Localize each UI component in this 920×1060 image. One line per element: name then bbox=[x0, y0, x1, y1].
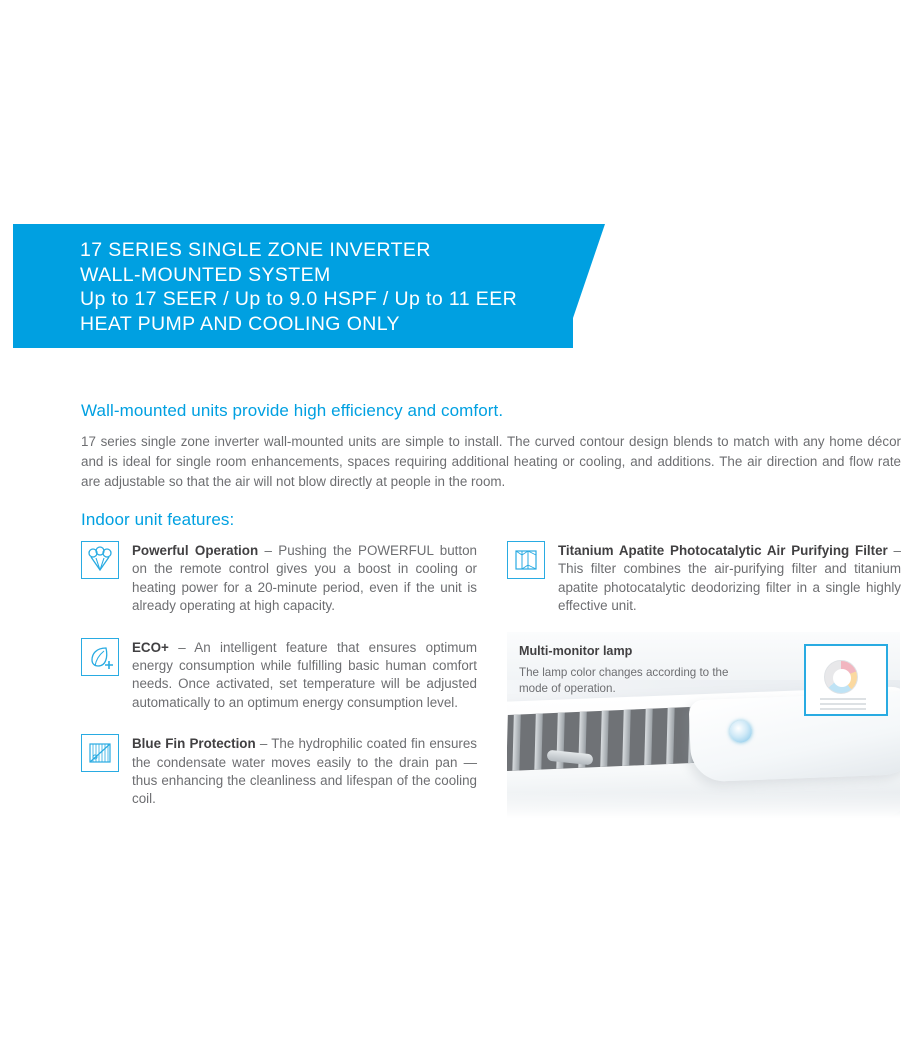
banner-line-4: HEAT PUMP AND COOLING ONLY bbox=[80, 312, 400, 335]
feature-body: – This filter combines the air-purifying filter and titanium apatite photocatalytic deodorizing filter in a single highly effective unit. bbox=[558, 543, 901, 614]
feature-title: Powerful Operation bbox=[132, 543, 259, 558]
banner-line-1: 17 SERIES SINGLE ZONE INVERTER bbox=[80, 239, 431, 261]
intro-paragraph: 17 series single zone inverter wall-mounted units are simple to install. The curved contour design blends to match with any home décor and is ideal for single room enhancements, spaces requiring additional heating or cooling, and additions. The air direction and flow rate are adjustable so that the air will not blow directly at people in the room. bbox=[81, 434, 901, 489]
banner-line-2: WALL-MOUNTED SYSTEM bbox=[80, 263, 331, 286]
photo-fade bbox=[507, 792, 900, 818]
feature-body: – The hydrophilic coated fin ensures the condensate water moves easily to the drain pan — thus enhancing the cleanliness and lifespan of the cooling coil. bbox=[132, 736, 477, 807]
eco-plus-leaf-icon bbox=[81, 638, 119, 676]
photo-caption-title: Multi-monitor lamp bbox=[519, 644, 633, 658]
multi-monitor-lamp-callout bbox=[804, 644, 888, 716]
feature-text bbox=[132, 541, 477, 616]
indoor-features-right-column bbox=[507, 541, 901, 638]
intro-heading: Wall-mounted units provide high efficiency and comfort. bbox=[81, 401, 504, 420]
features-heading: Indoor unit features: bbox=[81, 510, 235, 529]
powerful-operation-icon bbox=[81, 541, 119, 579]
feature-title: ECO+ bbox=[132, 639, 169, 655]
photo-caption-body: The lamp color changes according to the mode of operation. bbox=[519, 666, 729, 695]
feature-blue-fin-protection bbox=[81, 734, 477, 809]
feature-text bbox=[558, 541, 901, 616]
feature-body: – An intelligent feature that ensures optimum energy consumption while fulfilling basic human comfort needs. Once activated, set temperature will be adjusted automatically to an optimum energy consumption level. bbox=[132, 639, 477, 710]
lamp-color-dial-icon bbox=[824, 660, 858, 694]
multi-monitor-lamp bbox=[729, 720, 752, 743]
feature-title: Titanium Apatite Photocatalytic Air Purifying Filter bbox=[558, 543, 888, 558]
feature-body: – Pushing the POWERFUL button on the remote control gives you a boost in cooling or heating power for a 20-minute period, even if the unit is already operating at high capacity. bbox=[132, 543, 477, 614]
product-photo bbox=[507, 632, 900, 818]
feature-text bbox=[132, 734, 477, 809]
feature-title: Blue Fin Protection bbox=[132, 736, 256, 752]
banner-line-3: Up to 17 SEER / Up to 9.0 HSPF / Up to 11 EER bbox=[80, 288, 518, 310]
blue-fin-protection-icon bbox=[81, 734, 119, 772]
banner-title-block bbox=[80, 238, 580, 336]
feature-air-purifying-filter bbox=[507, 541, 901, 616]
air-purifying-filter-icon bbox=[507, 541, 545, 579]
feature-powerful-operation bbox=[81, 541, 477, 616]
feature-eco-plus bbox=[81, 638, 477, 713]
feature-text bbox=[132, 638, 477, 713]
indoor-features-left-column bbox=[81, 541, 477, 831]
